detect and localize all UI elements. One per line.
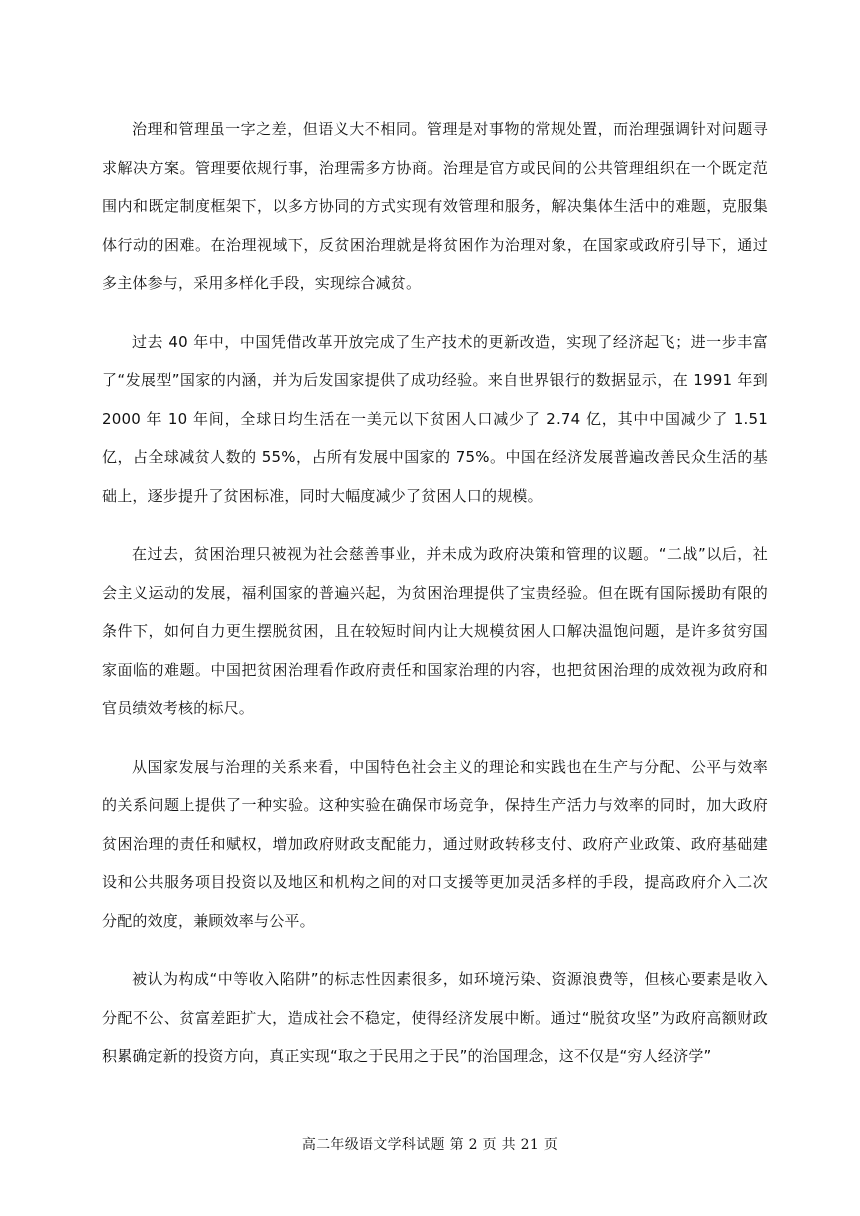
paragraph-4: 从国家发展与治理的关系来看，中国特色社会主义的理论和实践也在生产与分配、公平与效率的关系问题上提供了一种实验。这种实验在确保市场竞争，保持生产活力与效率的同时，加大政府贫困治理的责任和赋权，增加政府财政支配能力，通过财政转移支付、政府产业政策、政府基础建设和公共服务项目投资以及地区和机构之间的对口支援等更加灵活多样的手段，提高政府介入二次分配的效度，兼顾效率与公平。 bbox=[102, 757, 768, 930]
paragraph-1: 治理和管理虽一字之差，但语义大不相同。管理是对事物的常规处置，而治理强调针对问题寻求解决方案。管理要依规行事，治理需多方协商。治理是官方或民间的公共管理组织在一个既定范围内和既定制度框架下，以多方协同的方式实现有效管理和服务，解决集体生活中的难题，克服集体行动的困难。在治理视域下，反贫困治理就是将贫困作为治理对象，在国家或政府引导下，通过多主体参与，采用多样化手段，实现综合减贫。 bbox=[102, 120, 768, 292]
document-body bbox=[102, 110, 768, 1096]
paragraph-5: 被认为构成“中等收入陷阱”的标志性因素很多，如环境污染、资源浪费等，但核心要素是收入分配不公、贫富差距扩大，造成社会不稳定，使得经济发展中断。通过“脱贫攻坚”为政府高额财政积累确定新的投资方向，真正实现“取之于民用之于民”的治国理念，这不仅是“穷人经济学” bbox=[102, 970, 768, 1065]
page-footer: 高二年级语文学科试题 第 2 页 共 21 页 bbox=[301, 1137, 559, 1153]
paragraph-3: 在过去，贫困治理只被视为社会慈善事业，并未成为政府决策和管理的议题。“二战”以后，社会主义运动的发展，福利国家的普遍兴起，为贫困治理提供了宝贵经验。但在既有国际援助有限的条件下，如何自力更生摆脱贫困，且在较短时间内让大规模贫困人口解决温饱问题，是许多贫穷国家面临的难题。中国把贫困治理看作政府责任和国家治理的内容，也把贫困治理的成效视为政府和官员绩效考核的标尺。 bbox=[102, 545, 768, 717]
paragraph-2: 过去 40 年中，中国凭借改革开放完成了生产技术的更新改造，实现了经济起飞；进一步丰富了“发展型”国家的内涵，并为后发国家提供了成功经验。来自世界银行的数据显示，在 1991 年到 2000 年 10 年间，全球日均生活在一美元以下贫困人口减少了 2.74 亿，其中中国减少了 1.51 亿，占全球减贫人数的 55%，占所有发展中国家的 75%。中国在经济发展普遍改善民众生活的基础上，逐步提升了贫困标准，同时大幅度减少了贫困人口的规模。 bbox=[102, 332, 768, 505]
